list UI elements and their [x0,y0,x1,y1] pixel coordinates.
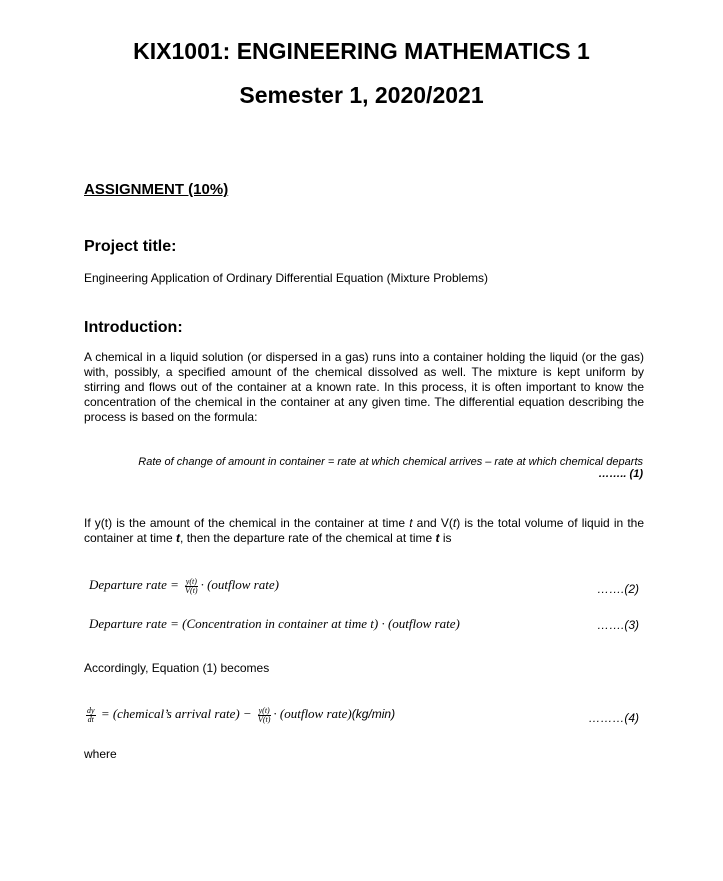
equation-2 [89,577,279,595]
fraction-denominator: V(t) [185,585,198,595]
variable-t: t [452,516,457,530]
variable-t: t [409,516,413,530]
departure-paragraph-part: If y(t) is the amount of the chemical in the container at time [84,516,410,530]
introduction-heading: Introduction: [84,319,183,336]
fraction-y-over-v [257,707,271,724]
departure-paragraph-part: and V( [412,516,453,530]
accordingly-text: Accordingly, Equation (1) becomes [84,661,270,675]
fraction-denominator: V(t) [257,714,271,724]
equation-1-text: Rate of change of amount in container = rate at which chemical arrives – rate at which chemical departs [138,456,643,468]
course-title: KIX1001: ENGINEERING MATHEMATICS 1 [133,38,590,64]
departure-paragraph-part: is [439,531,452,545]
departure-paragraph-part: ) is the total volume of liquid in the container at time [84,516,645,545]
equation-3-number: …….(3) [597,618,639,632]
project-title-heading: Project title: [84,238,177,255]
equation-3: Departure rate = (Concentration in container at time t) · (outflow rate) [89,616,460,631]
equation-2-rhs: · (outflow rate) [200,577,279,592]
introduction-paragraph: A chemical in a liquid solution (or dispersed in a gas) runs into a container holding the liquid (or the gas) with, possibly, a specified amount of the chemical dissolved as well. The mixture is kept uniform by stirring and flows out of the container at a known rate. In this process, it is often important to know the concentration of the chemical in the container at any given time. The differential equation describing the process is based on the formula: [84,350,644,424]
assignment-label: ASSIGNMENT (10%) [84,181,229,198]
variable-t: t [435,531,440,545]
fraction-y-over-v [184,578,198,595]
equation-4-rhs: · (outflow rate) [273,706,352,721]
equation-4-units: (kg/min) [351,707,396,721]
project-title-text: Engineering Application of Ordinary Differential Equation (Mixture Problems) [84,271,488,285]
equation-1 [138,456,643,480]
fraction-dy-dt [86,707,96,724]
equation-4-middle: = (chemical’s arrival rate) − [97,706,255,721]
semester-title: Semester 1, 2020/2021 [239,82,484,108]
equation-1-number: …….. (1) [598,468,643,480]
equation-2-number: …….(2) [597,582,639,596]
fraction-numerator: y(t) [185,576,197,586]
departure-paragraph-part: , then the departure rate of the chemical at time [180,531,436,545]
fraction-numerator: dy [87,705,95,715]
fraction-denominator: dt [87,714,94,724]
departure-paragraph [84,516,644,546]
fraction-numerator: y(t) [258,705,270,715]
variable-t: t [176,531,181,545]
equation-4 [84,706,395,724]
where-text: where [84,747,117,761]
equation-4-number: ………(4) [588,711,639,725]
equation-2-lhs: Departure rate = [89,577,183,592]
